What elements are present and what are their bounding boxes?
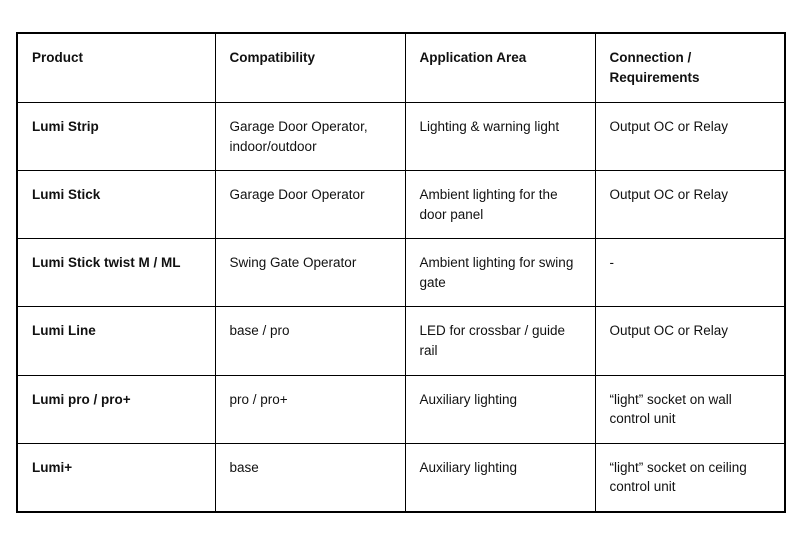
cell-compatibility: Swing Gate Operator xyxy=(215,239,405,307)
cell-connection: Output OC or Relay xyxy=(595,171,785,239)
cell-application-area: Auxiliary lighting xyxy=(405,443,595,512)
cell-product: Lumi Stick twist M / ML xyxy=(17,239,215,307)
cell-compatibility: Garage Door Operator, indoor/outdoor xyxy=(215,103,405,171)
cell-product: Lumi Stick xyxy=(17,171,215,239)
cell-compatibility: pro / pro+ xyxy=(215,375,405,443)
cell-product: Lumi+ xyxy=(17,443,215,512)
table-row xyxy=(17,103,785,171)
cell-product: Lumi Strip xyxy=(17,103,215,171)
cell-application-area: Ambient lighting for the door panel xyxy=(405,171,595,239)
cell-application-area: Ambient lighting for swing gate xyxy=(405,239,595,307)
table-body xyxy=(17,103,785,512)
cell-product: Lumi Line xyxy=(17,307,215,375)
cell-connection: Output OC or Relay xyxy=(595,103,785,171)
column-header-product: Product xyxy=(17,33,215,103)
table-header-row xyxy=(17,33,785,103)
cell-connection: “light” socket on wall control unit xyxy=(595,375,785,443)
table-row xyxy=(17,307,785,375)
table-row xyxy=(17,375,785,443)
column-header-connection-line1: Connection / xyxy=(609,50,692,65)
cell-connection: Output OC or Relay xyxy=(595,307,785,375)
product-compatibility-table xyxy=(16,32,786,513)
column-header-application-area: Application Area xyxy=(405,33,595,103)
column-header-compatibility: Compatibility xyxy=(215,33,405,103)
cell-connection: “light” socket on ceiling control unit xyxy=(595,443,785,512)
column-header-connection-line2: Requirements xyxy=(609,69,700,85)
table-row xyxy=(17,443,785,512)
cell-compatibility: base / pro xyxy=(215,307,405,375)
cell-product: Lumi pro / pro+ xyxy=(17,375,215,443)
cell-compatibility: Garage Door Operator xyxy=(215,171,405,239)
table-header xyxy=(17,33,785,103)
cell-application-area: LED for crossbar / guide rail xyxy=(405,307,595,375)
cell-compatibility: base xyxy=(215,443,405,512)
cell-application-area: Auxiliary lighting xyxy=(405,375,595,443)
table-row xyxy=(17,171,785,239)
cell-connection: - xyxy=(595,239,785,307)
table-row xyxy=(17,239,785,307)
column-header-connection-requirements xyxy=(595,33,785,103)
product-compatibility-table-wrapper xyxy=(16,32,784,513)
cell-application-area: Lighting & warning light xyxy=(405,103,595,171)
